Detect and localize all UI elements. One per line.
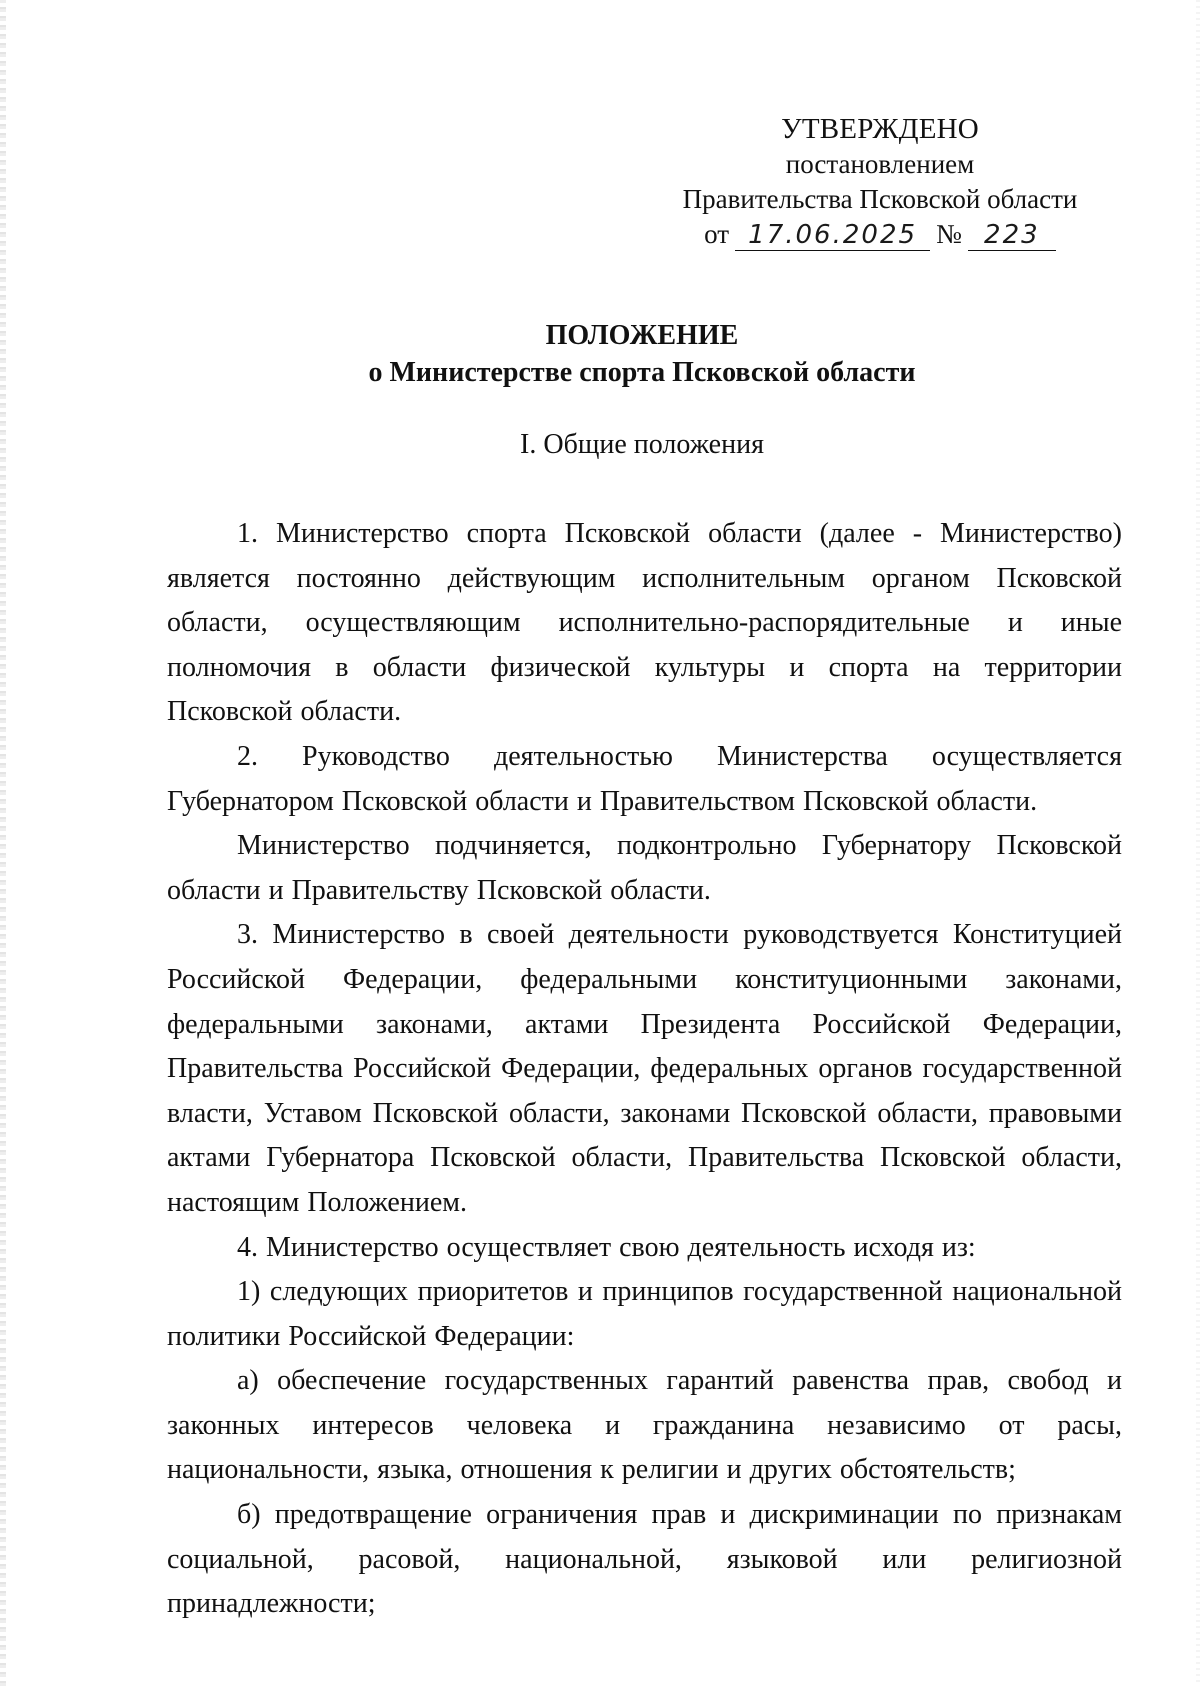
paragraph-4: 4. Министерство осуществляет свою деятельность исходя из:	[237, 1231, 976, 1263]
scan-edge-left	[0, 0, 6, 1686]
handwritten-date: 17.06.2025	[735, 220, 930, 251]
paragraph-4-item-1: 1) следующих приоритетов и принципов государственной национальной политики Российской Федерации:	[167, 1276, 1122, 1352]
date-prefix: от	[704, 219, 730, 249]
paragraph-4-item-b: б) предотвращение ограничения прав и дискриминации по признакам социальной, расовой, национальной, языковой или религиозной принадлежности;	[167, 1499, 1122, 1620]
approval-title: УТВЕРЖДЕНО	[781, 113, 979, 145]
paragraph-2: 2. Руководство деятельностью Министерства осуществляется Губернатором Псковской области и Правительством Псковской области.	[167, 740, 1122, 817]
document-title: ПОЛОЖЕНИЕ	[545, 320, 739, 351]
scan-edge-right	[1196, 0, 1200, 1686]
approval-line-government: Правительства Псковской области	[682, 184, 1078, 214]
paragraph-4-item-a: а) обеспечение государственных гарантий равенства прав, свобод и законных интересов человека и гражданина независимо от расы, национальности, языка, отношения к религии и других обстоятельств;	[167, 1365, 1122, 1486]
document-heading	[0, 317, 1200, 391]
approval-date-line	[640, 217, 1120, 252]
approval-line-decree: постановлением	[785, 149, 975, 179]
number-sign: №	[936, 219, 962, 249]
document-subtitle: о Министерстве спорта Псковской области	[368, 357, 916, 388]
section-title: I. Общие положения	[520, 429, 764, 460]
handwritten-number: 223	[968, 220, 1056, 251]
paragraph-2-subordination: Министерство подчиняется, подконтрольно Губернатору Псковской области и Правительству Псковской области.	[167, 830, 1122, 906]
approval-block	[640, 112, 1120, 252]
paragraph-1: 1. Министерство спорта Псковской области (далее - Министерство) является постоянно действующим исполнительным органом Псковской области, осуществляющим исполнительно-распорядительные и иные полномочия в области физической культуры и спорта на территории Псковской области.	[167, 518, 1122, 728]
document-body	[167, 512, 1122, 1627]
paragraph-3: 3. Министерство в своей деятельности руководствуется Конституцией Российской Федерации, федеральными конституционными законами, федеральными законами, актами Президента Российской Федерации, Правительства Российской Федерации, федеральных органов государственной власти, Уставом Псковской области, законами Псковской области, правовыми актами Губернатора Псковской области, Правительства Псковской области, настоящим Положением.	[167, 919, 1122, 1218]
